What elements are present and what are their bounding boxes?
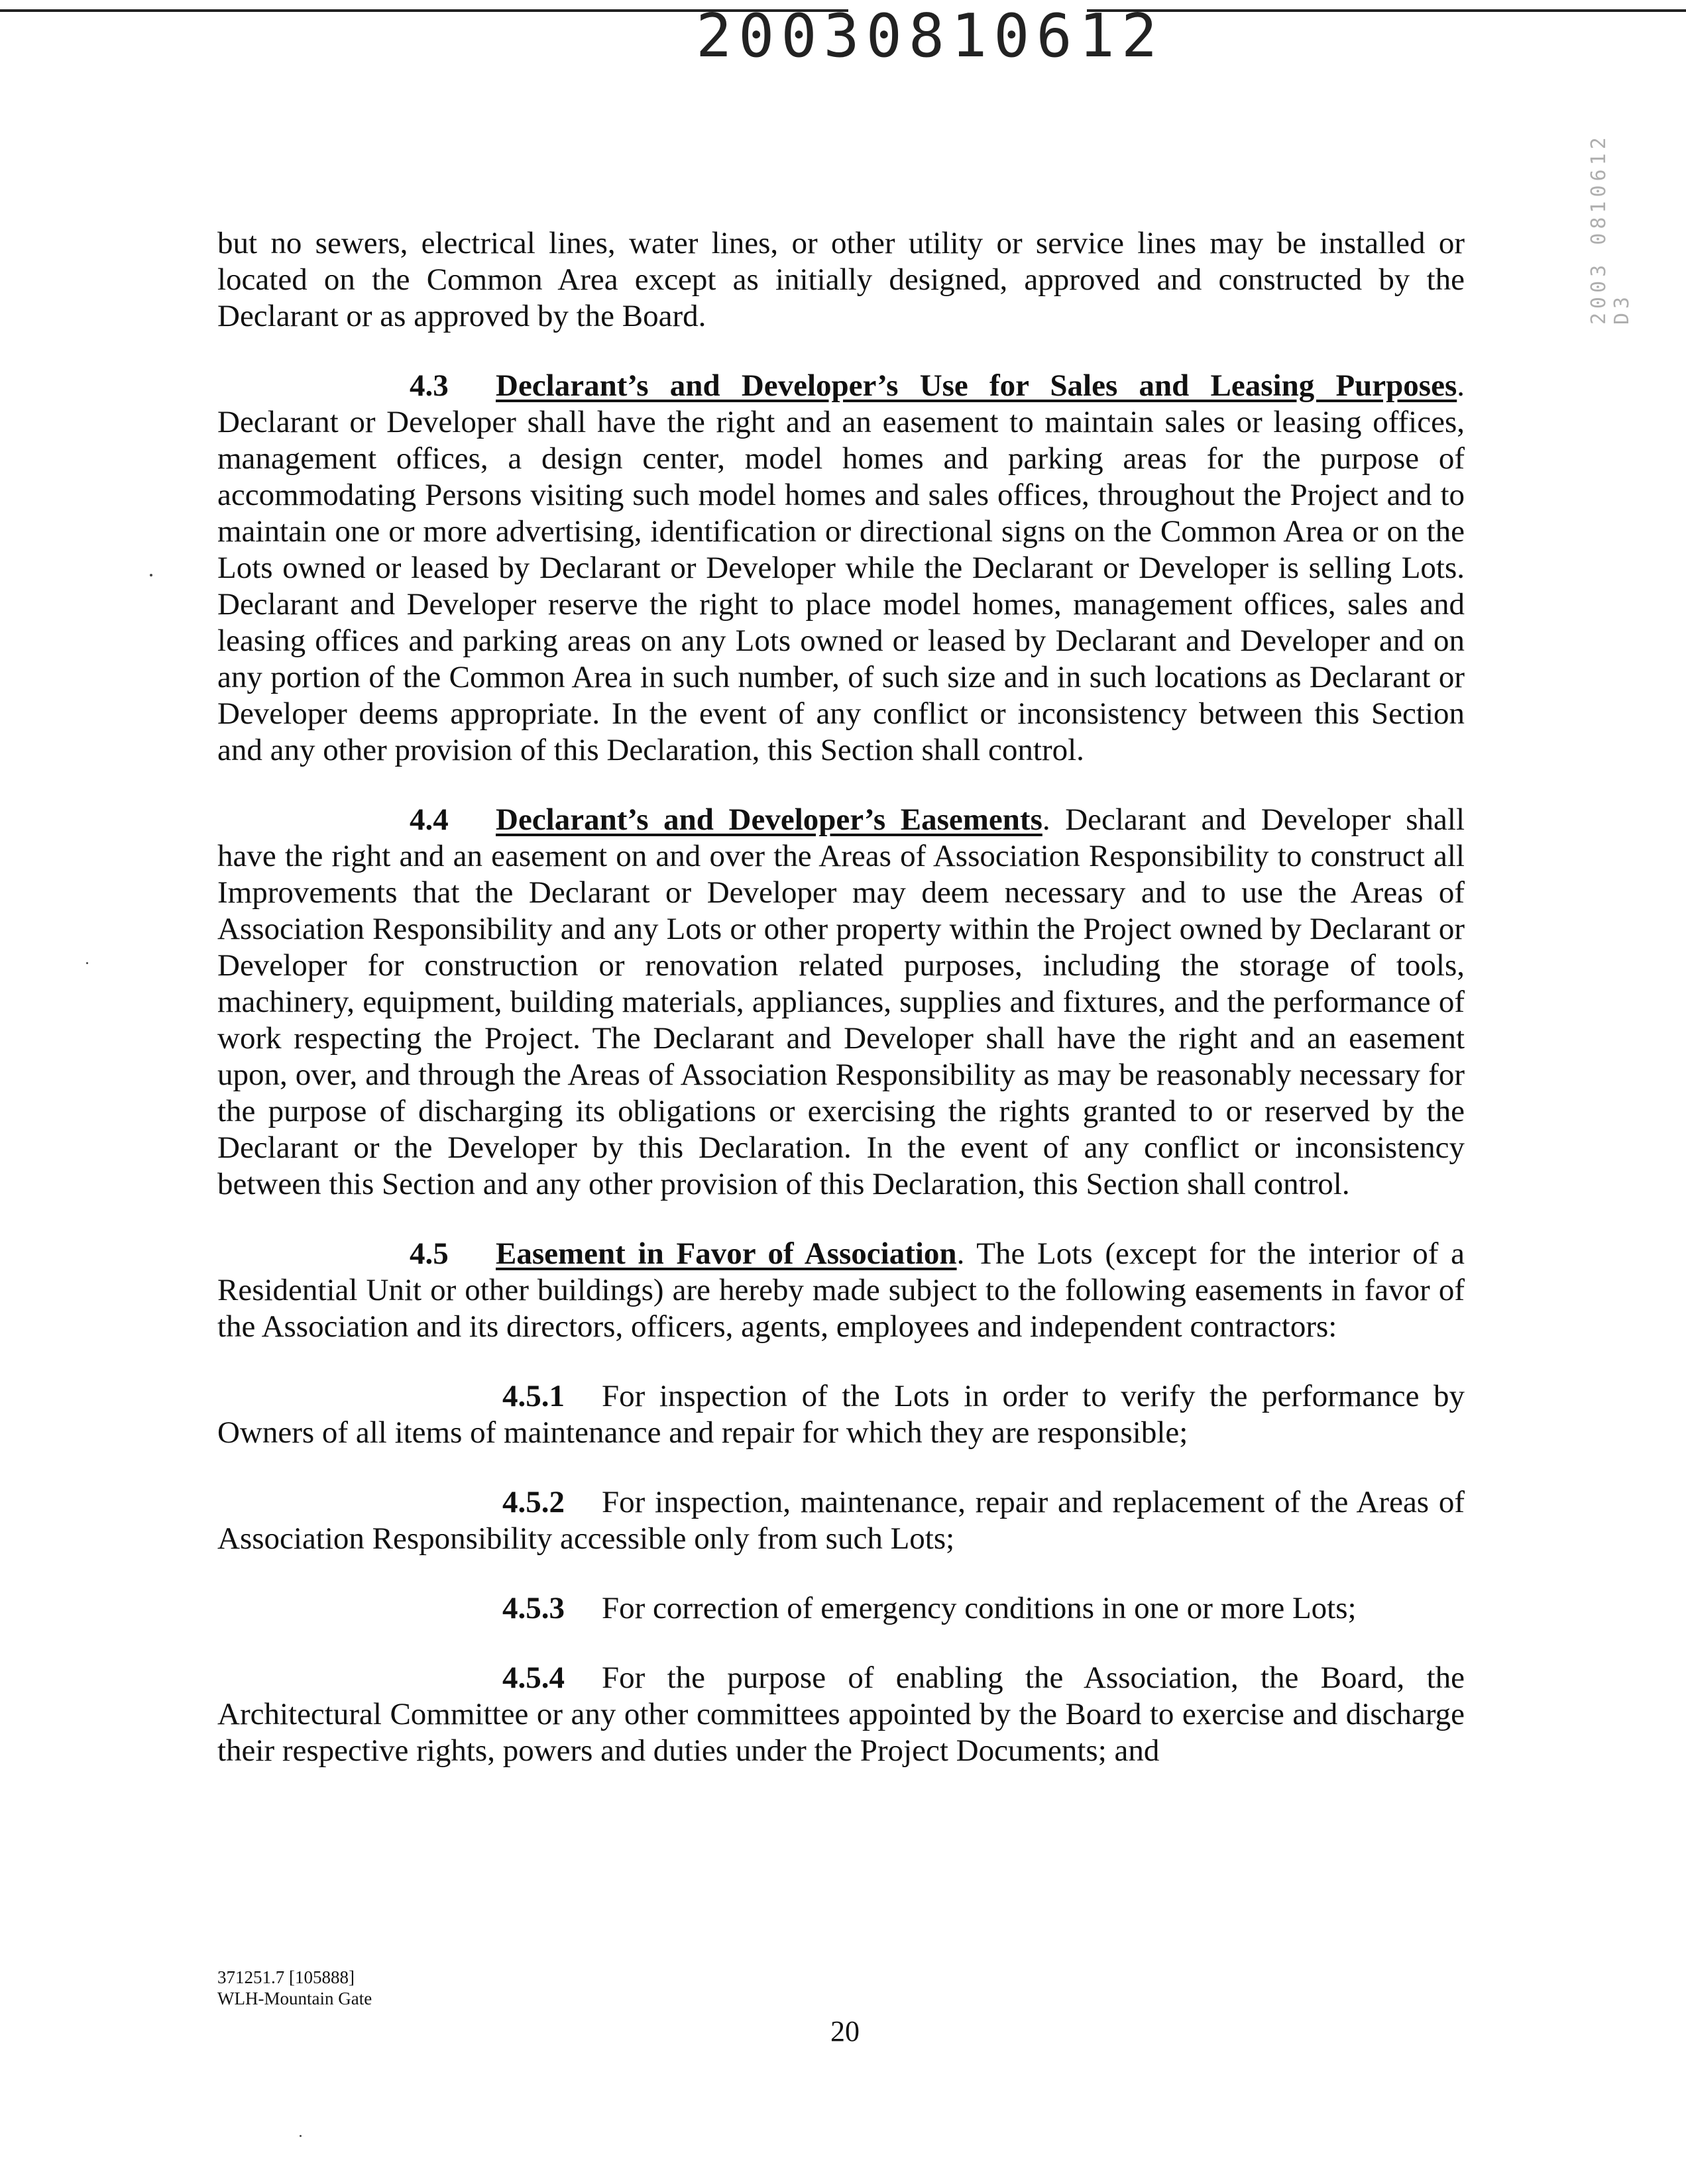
section-heading: Declarant’s and Developer’s Easements xyxy=(496,802,1042,837)
scan-speck xyxy=(150,574,152,576)
subsection-text: For inspection of the Lots in order to verify the performance by Owners of all items of maintenance and repair for which they are responsible; xyxy=(217,1379,1465,1450)
section-heading: Easement in Favor of Association xyxy=(496,1236,957,1271)
footer-doc-ref: 371251.7 [105888] xyxy=(217,1967,355,1987)
section-text: . Declarant or Developer shall have the right and an easement to maintain sales or leasing offices, management offices, a design center, model homes and parking areas for the purpose of accommodating Persons visiting such model homes and sales offices, throughout the Project and to maintain one or more advertising, identification or directional signs on the Common Area or on the Lots owned or leased by Declarant or Developer while the Declarant or Developer is selling Lots. Declarant and Developer reserve the right to place model homes, management offices, sales and leasing offices and parking areas on any Lots owned or leased by Declarant and Developer and on any portion of the Common Area in such number, of such size and in such locations as Declarant or Developer deems appropriate. In the event of any conflict or inconsistency between this Section and any other provision of this Declaration, this Section shall control. xyxy=(217,368,1465,767)
side-stamp: 2003 0810612 D3 xyxy=(1587,133,1634,325)
section-number: 4.5 xyxy=(410,1236,449,1271)
intro-paragraph: but no sewers, electrical lines, water lines, or other utility or service lines may be installed or located on the Common Area except as initially designed, approved and constructed by the Declarant or as approved by the Board. xyxy=(217,226,1465,333)
section-text: . Declarant and Developer shall have the right and an easement on and over the Areas of Association Responsibility to construct all Improvements that the Declarant or Developer may deem necessary and to use the Areas of Association Responsibility and any Lots or other property within the Project owned by Declarant or Developer for construction or renovation related purposes, including the storage of tools, machinery, equipment, building materials, appliances, supplies and fixtures, and the performance of work respecting the Project. The Declarant and Developer shall have the right and an easement upon, over, and through the Areas of Association Responsibility as may be reasonably necessary for the purpose of discharging its obligations or exercising the rights granted to or reserved by the Declarant or the Developer by this Declaration. In the event of any conflict or inconsistency between this Section and any other provision of this Declaration, this Section shall control. xyxy=(217,802,1465,1201)
footer-project: WLH-Mountain Gate xyxy=(217,1989,372,2008)
scan-speck xyxy=(86,962,88,964)
section-number: 4.4 xyxy=(410,802,449,837)
document-number: 20030810612 xyxy=(696,1,1164,71)
subsection-4-5-4 xyxy=(217,1660,1465,1769)
section-number: 4.3 xyxy=(410,368,449,403)
subsection-4-5-3 xyxy=(217,1590,1465,1627)
subsection-number: 4.5.1 xyxy=(502,1379,565,1413)
subsection-4-5-1 xyxy=(217,1378,1465,1451)
subsection-number: 4.5.3 xyxy=(502,1591,565,1625)
subsection-text: For the purpose of enabling the Association, the Board, the Architectural Committee or any other committees appointed by the Board to exercise and discharge their respective rights, powers and duties under the Project Documents; and xyxy=(217,1661,1465,1768)
subsection-text: For inspection, maintenance, repair and replacement of the Areas of Association Responsibility accessible only from such Lots; xyxy=(217,1485,1465,1556)
subsection-number: 4.5.2 xyxy=(502,1485,565,1519)
page-number: 20 xyxy=(830,2015,860,2048)
subsection-number: 4.5.4 xyxy=(502,1661,565,1695)
subsection-text: For correction of emergency conditions in one or more Lots; xyxy=(602,1591,1357,1625)
footer-reference xyxy=(217,1967,372,2009)
section-text: . The Lots (except for the interior of a Residential Unit or other buildings) are hereby made subject to the following easements in favor of the Association and its directors, officers, agents, employees and independent contractors: xyxy=(217,1236,1465,1344)
subsection-4-5-2 xyxy=(217,1484,1465,1557)
section-4-4 xyxy=(217,802,1465,1203)
section-4-5 xyxy=(217,1236,1465,1345)
section-heading: Declarant’s and Developer’s Use for Sales and Leasing Purposes xyxy=(496,368,1457,403)
scan-speck xyxy=(300,2135,302,2137)
document-body xyxy=(217,225,1465,1802)
section-4-3 xyxy=(217,368,1465,769)
